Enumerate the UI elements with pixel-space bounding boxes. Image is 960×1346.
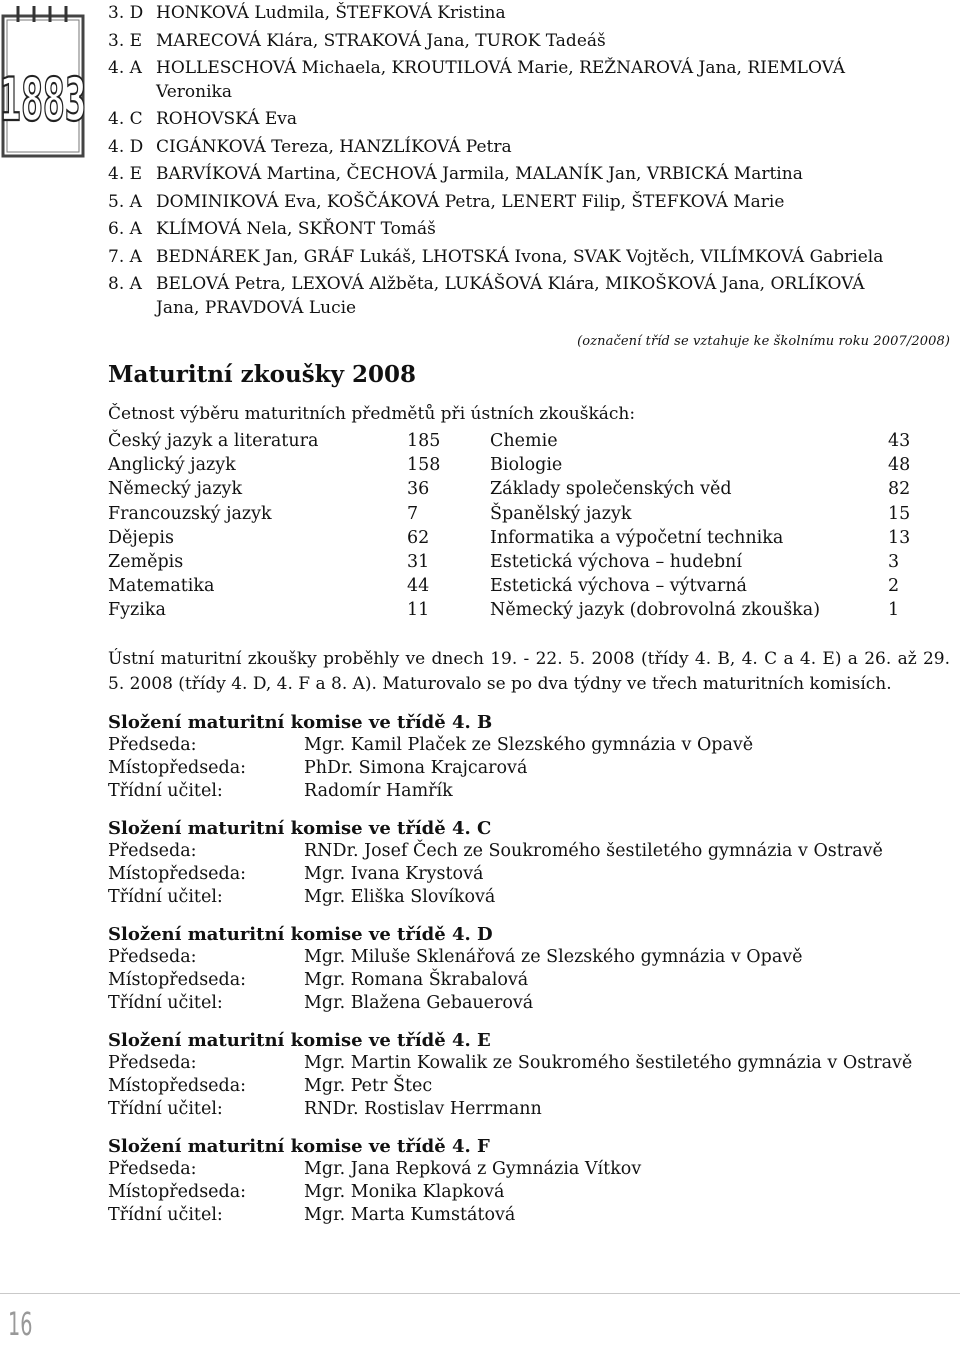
subject-name: Fyzika (108, 600, 166, 621)
class-line: 5. A DOMINIKOVÁ Eva, KOŠČÁKOVÁ Petra, LENERT Filip, ŠTEFKOVÁ Marie (108, 191, 785, 212)
subject-count: 48 (888, 455, 911, 476)
calendar-logo (0, 2, 86, 162)
subject-count: 43 (888, 431, 911, 451)
class-line: 3. E MARECOVÁ Klára, STRAKOVÁ Jana, TUROK Tadeáš (108, 30, 606, 51)
subject-name: Německý jazyk (108, 479, 243, 500)
subject-name: Dějepis (108, 527, 174, 548)
subject-name: Zeměpis (108, 551, 184, 572)
commission-row (108, 757, 950, 780)
commission-4e (108, 1029, 950, 1121)
commission-row (108, 992, 950, 1015)
subject-name: Francouzský jazyk (108, 503, 272, 524)
member-name: Mgr. Romana Škrabalová (304, 969, 529, 990)
subject-name: Německý jazyk (dobrovolná zkouška) (490, 600, 821, 621)
subject-count: 62 (407, 527, 430, 548)
class-line-continuation: Jana, PRAVDOVÁ Lucie (156, 297, 357, 318)
commission-row (108, 1204, 950, 1227)
role-label: Třídní učitel: (108, 780, 223, 801)
subject-count: 1 (888, 600, 900, 621)
subject-count: 3 (888, 551, 900, 572)
member-name: Mgr. Martin Kowalik ze Soukromého šestiletého gymnázia v Ostravě (304, 1052, 913, 1073)
subject-count: 7 (407, 503, 419, 524)
table-row (108, 477, 950, 501)
role-label: Třídní učitel: (108, 992, 223, 1013)
class-line: 6. A KLÍMOVÁ Nela, SKŘONT Tomáš (108, 219, 436, 239)
commission-4d (108, 923, 950, 1015)
class-lists (108, 0, 950, 322)
commission-row (108, 946, 950, 969)
member-name: Mgr. Blažena Gebauerová (304, 992, 534, 1013)
subject-count: 15 (888, 503, 911, 524)
subject-count: 31 (407, 551, 430, 572)
subject-name: Anglický jazyk (108, 455, 236, 476)
subject-count: 158 (407, 455, 441, 476)
commission-row (108, 1181, 950, 1204)
page-heading: Maturitní zkoušky 2008 (108, 361, 416, 388)
commission-row (108, 886, 950, 909)
role-label: Místopředseda: (108, 1181, 247, 1202)
class-line-continuation: Veronika (156, 81, 232, 102)
subject-count: 36 (407, 479, 430, 500)
member-name: Mgr. Miluše Sklenářová ze Slezského gymnázia v Opavě (304, 946, 803, 967)
commission-row (108, 1052, 950, 1075)
member-name: Mgr. Monika Klapková (304, 1181, 505, 1202)
member-name: Mgr. Kamil Plaček ze Slezského gymnázia v Opavě (304, 734, 754, 755)
member-name: Mgr. Jana Repková z Gymnázia Vítkov (304, 1158, 642, 1179)
subject-name: Matematika (108, 576, 215, 597)
commission-row (108, 1158, 950, 1181)
class-line: 4. D CIGÁNKOVÁ Tereza, HANZLÍKOVÁ Petra (108, 136, 512, 157)
role-label: Místopředseda: (108, 1075, 247, 1096)
subject-name: Základy společenských věd (490, 479, 732, 500)
table-row (108, 598, 950, 622)
subject-name: Španělský jazyk (490, 503, 632, 524)
table-row (108, 502, 950, 526)
commission-title: Složení maturitní komise ve třídě 4. D (108, 923, 493, 945)
footer-divider (0, 1293, 960, 1294)
subject-name: Estetická výchova – hudební (490, 551, 742, 572)
commission-row (108, 1075, 950, 1098)
table-row (108, 574, 950, 598)
commission-row (108, 1098, 950, 1121)
commission-title: Složení maturitní komise ve třídě 4. B (108, 711, 493, 733)
subject-count: 2 (888, 576, 900, 597)
member-name: Mgr. Petr Štec (304, 1075, 433, 1096)
commissions (108, 711, 950, 1227)
exam-dates-paragraph: Ústní maturitní zkoušky proběhly ve dnech 19. - 22. 5. 2008 (třídy 4. B, 4. C a 4. E) a 26. až 29. 5. 2008 (třídy 4. D, 4. F a 8. A). Maturovalo se po dva týdny ve třech maturitních komisích. (108, 648, 950, 694)
role-label: Třídní učitel: (108, 1204, 223, 1225)
subject-count: 13 (888, 527, 911, 548)
class-line: 3. D HONKOVÁ Ludmila, ŠTEFKOVÁ Kristina (108, 3, 506, 23)
role-label: Předseda: (108, 840, 197, 861)
role-label: Předseda: (108, 1052, 197, 1073)
member-name: RNDr. Rostislav Herrmann (304, 1098, 542, 1119)
role-label: Místopředseda: (108, 863, 247, 884)
commission-row (108, 780, 950, 803)
commission-row (108, 863, 950, 886)
commission-title: Složení maturitní komise ve třídě 4. F (108, 1135, 490, 1157)
member-name: Mgr. Eliška Slovíková (304, 886, 496, 907)
table-row (108, 453, 950, 477)
commission-title: Složení maturitní komise ve třídě 4. E (108, 1029, 491, 1051)
member-name: RNDr. Josef Čech ze Soukromého šestiletého gymnázia v Ostravě (304, 840, 883, 861)
commission-4b (108, 711, 950, 803)
member-name: Radomír Hamřík (304, 780, 453, 801)
class-line: 4. A HOLLESCHOVÁ Michaela, KROUTILOVÁ Marie, REŽNAROVÁ Jana, RIEMLOVÁ (108, 58, 845, 78)
page-content (108, 0, 950, 1241)
member-name: Mgr. Ivana Krystová (304, 863, 484, 884)
role-label: Třídní učitel: (108, 886, 223, 907)
subject-name: Informatika a výpočetní technika (490, 527, 784, 548)
commission-row (108, 969, 950, 992)
class-note: (označení tříd se vztahuje ke školnímu roku 2007/2008) (577, 334, 950, 349)
member-name: PhDr. Simona Krajcarová (304, 757, 528, 778)
commission-row (108, 840, 950, 863)
subject-count: 11 (407, 600, 430, 621)
subject-name: Chemie (490, 431, 558, 451)
stats-heading: Četnost výběru maturitních předmětů při ústních zkouškách: (108, 404, 636, 424)
role-label: Místopředseda: (108, 969, 247, 990)
commission-4f (108, 1135, 950, 1227)
subject-count: 44 (407, 576, 430, 597)
role-label: Předseda: (108, 1158, 197, 1179)
role-label: Předseda: (108, 946, 197, 967)
subject-name: Biologie (490, 455, 563, 476)
role-label: Třídní učitel: (108, 1098, 223, 1119)
commission-row (108, 734, 950, 757)
member-name: Mgr. Marta Kumstátová (304, 1204, 516, 1225)
table-row (108, 550, 950, 574)
commission-title: Složení maturitní komise ve třídě 4. C (108, 817, 492, 839)
page-number: 16 (8, 1305, 33, 1343)
table-row (108, 429, 950, 453)
role-label: Místopředseda: (108, 757, 247, 778)
logo-year: 1883 (0, 66, 86, 136)
subject-count: 185 (407, 431, 441, 451)
class-line: 4. E BARVÍKOVÁ Martina, ČECHOVÁ Jarmila, MALANÍK Jan, VRBICKÁ Martina (108, 164, 803, 184)
role-label: Předseda: (108, 734, 197, 755)
class-line: 4. C ROHOVSKÁ Eva (108, 109, 297, 129)
subject-stats-table (108, 429, 950, 623)
table-row (108, 526, 950, 550)
class-line: 7. A BEDNÁREK Jan, GRÁF Lukáš, LHOTSKÁ Ivona, SVAK Vojtěch, VILÍMKOVÁ Gabriela (108, 246, 884, 267)
class-line: 8. A BELOVÁ Petra, LEXOVÁ Alžběta, LUKÁŠOVÁ Klára, MIKOŠKOVÁ Jana, ORLÍKOVÁ (108, 274, 865, 294)
subject-count: 82 (888, 479, 911, 500)
subject-name: Estetická výchova – výtvarná (490, 576, 747, 597)
subject-name: Český jazyk a literatura (108, 431, 319, 451)
commission-4c (108, 817, 950, 909)
